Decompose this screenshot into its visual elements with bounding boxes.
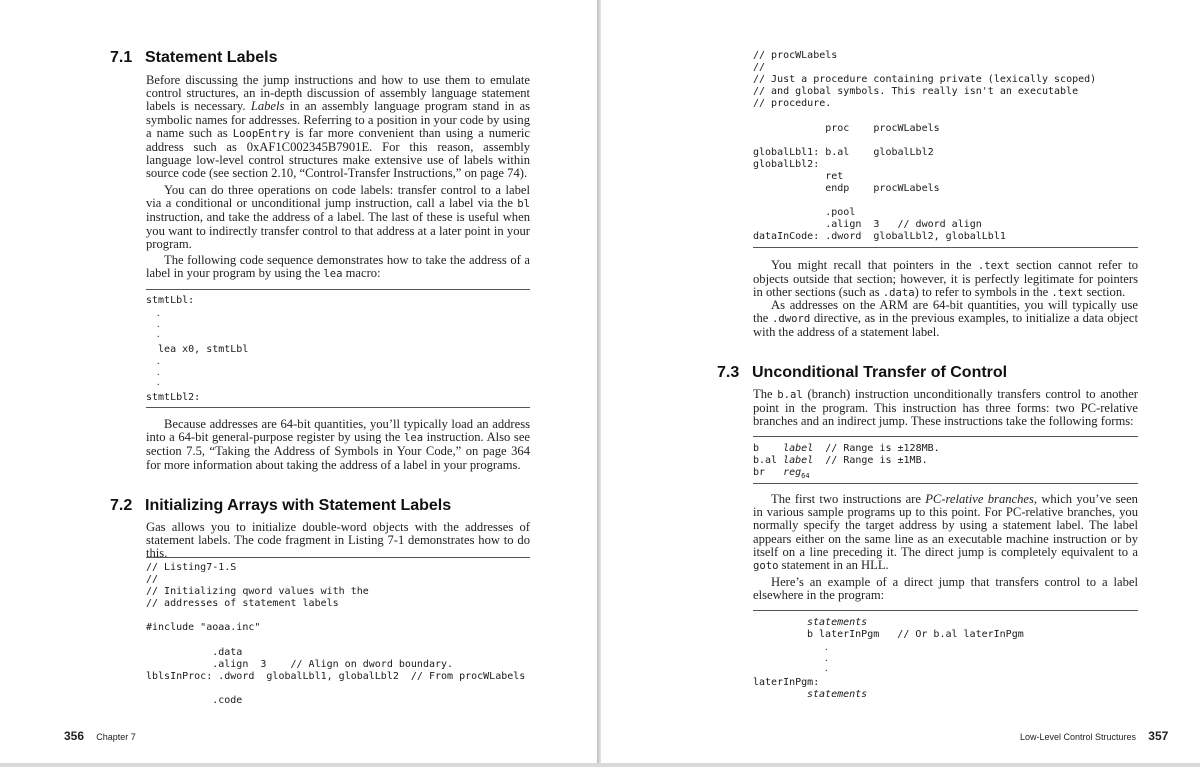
left-page <box>0 0 597 763</box>
forms-rule-bottom <box>753 483 1138 484</box>
text-run: instruction. Also see section 7.5, “Taking the Address of Symbols in Your Code,” on page 364 for more information about taking the address of a label in your programs. <box>146 430 531 472</box>
code-statements <box>807 617 867 629</box>
inline-code: lea <box>403 432 424 445</box>
placeholder-statements: statements <box>807 689 868 700</box>
operand-subscript: 64 <box>801 472 810 480</box>
code-statements <box>807 689 867 701</box>
page-number: 357 <box>1148 729 1169 743</box>
paragraph-b-al-intro <box>753 388 1138 429</box>
text-run: ) to refer to symbols in the <box>914 285 1052 300</box>
text-run: Because addresses are 64-bit quantities, you’ll typically load an address into a 64-bit general-purpose register by using the <box>146 417 530 445</box>
right-page <box>601 0 1200 763</box>
text-run: , which you’ve seen in various sample programs up to this point. For PC-relative branches, you normally specify the target address by using a statement label. The label appears either on the same line as an executable machine instruction or by itself on a line preceding it. The direct jump is completely equivalent to a <box>753 492 1138 559</box>
text-run: Before discussing the jump instructions and how to use them to emulate control structures, an in-depth discussion of assembly language statement labels is necessary. <box>146 73 530 114</box>
section-number: 7.3 <box>717 364 740 381</box>
paragraph-direct-jump-example <box>753 576 1138 602</box>
code-ellipsis: . . . <box>157 356 160 388</box>
procwlabels-code: // procWLabels // // Just a procedure containing private (lexically scoped) // and global symbols. This really isn't an executable // procedure. proc procWLabels globalLbl1: b.al globalLbl2 globalLbl2: ret endp procWLabels .pool .align 3 // dword align dataInCode: .dword globalLbl2, globalLbl1 <box>753 50 1097 243</box>
running-footer: Low-Level Control Structures <box>1020 732 1137 742</box>
section-title: Initializing Arrays with Statement Labels <box>145 497 452 514</box>
running-footer: Chapter 7 <box>96 732 136 742</box>
inline-code: .dword <box>771 313 811 326</box>
listing-rule-top <box>146 557 530 558</box>
section-number: 7.1 <box>110 49 133 66</box>
code-rule-top <box>146 289 530 290</box>
code-rule-bottom <box>146 407 530 408</box>
operand: reg <box>783 467 802 478</box>
operand: label <box>783 455 814 466</box>
code-ellipsis: . . . <box>825 642 828 674</box>
code-line-lea: lea x0, stmtLbl <box>146 344 249 355</box>
section-title: Unconditional Transfer of Control <box>752 364 1008 381</box>
instruction: b.al <box>753 455 784 466</box>
branch-form-b <box>753 443 940 455</box>
paragraph-pc-relative <box>753 493 1138 573</box>
section-7-2-heading <box>110 497 451 515</box>
text-run: You can do three operations on code labels: transfer control to a label via a conditional or unconditional jump instruction, call a label via the <box>146 183 530 211</box>
inline-code: LoopEntry <box>232 127 291 140</box>
text-run: The <box>753 387 778 401</box>
paragraph-lea-intro <box>146 254 530 281</box>
paragraph-label-operations <box>146 184 530 251</box>
section-7-1-heading <box>110 49 277 67</box>
text-run: section cannot refer to objects outside that section; however, it is perfectly legitimate for pointers in other sections (such as <box>753 258 1138 300</box>
text-run: Here’s an example of a direct jump that transfers control to a label elsewhere in the program: <box>753 575 1138 603</box>
text-run: is far more convenient than using a numeric address such as 0xAF1C002345B7901E. For this reason, assembly language low-level control structures make extensive use of labels within source code (see section 2.10, “Control-Transfer Instructions,” on page 74). <box>146 125 530 181</box>
paragraph-labels-intro <box>146 74 530 181</box>
operand: label <box>783 443 814 454</box>
text-run: in an assembly language program stand in as symbolic names for addresses. Referring to a position in your code by using a name such as <box>146 99 531 140</box>
forms-rule-top <box>753 436 1138 437</box>
example-rule-top <box>753 610 1138 611</box>
term-labels: Labels <box>250 99 285 114</box>
section-title: Statement Labels <box>145 49 278 66</box>
right-footer <box>1020 729 1168 744</box>
inline-code: .text <box>1051 287 1084 300</box>
text-run: The first two instructions are <box>771 492 926 506</box>
text-run: The following code sequence demonstrates how to take the address of a label in your program by using the <box>146 253 530 281</box>
paragraph-64bit-addresses <box>146 418 530 472</box>
inline-code: b.al <box>777 389 803 401</box>
inline-code: .data <box>882 287 915 300</box>
code-ellipsis: . . . <box>157 308 160 340</box>
text-run: (branch) instruction unconditionally transfers control to another point in the program. This instruction has three forms: two PC-relative branches and an indirect jump. These instructions take the following forms: <box>753 387 1138 429</box>
branch-form-br <box>753 467 810 482</box>
page-number: 356 <box>64 729 85 743</box>
paragraph-dword-directive <box>753 299 1138 340</box>
text-run: directive, as in the previous examples, to initialize a data object with the address of a statement label. <box>753 311 1138 340</box>
section-7-3-heading <box>717 364 1007 382</box>
inline-code: bl <box>517 198 530 211</box>
code-label-later: laterInPgm: <box>753 677 820 688</box>
inline-code: lea <box>323 268 343 281</box>
text-run: instruction, and take the address of a label. The last of these is useful when you want to indirectly transfer control to that address at a later point in your program. <box>146 210 530 251</box>
left-footer <box>64 729 136 744</box>
text-run: You might recall that pointers in the <box>771 258 978 272</box>
paragraph-initializing-arrays: Gas allows you to initialize double-word objects with the addresses of statement labels. The code fragment in Listing 7-1 demonstrates how to do this. <box>146 520 530 561</box>
comment: // Range is ±128MB. <box>813 443 940 454</box>
code-branch-later: b laterInPgm // Or b.al laterInPgm <box>807 629 1024 640</box>
code-line-stmtlbl2: stmtLbl2: <box>146 392 201 403</box>
inline-code: .text <box>977 260 1010 272</box>
term-pc-relative: PC-relative branches <box>925 492 1034 506</box>
paragraph-text-section-pointers <box>753 259 1138 301</box>
branch-form-b-al <box>753 455 928 467</box>
placeholder-statements: statements <box>807 617 868 628</box>
text-run: statement in an HLL. <box>778 558 889 573</box>
inline-code: goto <box>753 560 779 573</box>
instruction: br <box>753 467 784 478</box>
text-run: As addresses on the ARM are 64-bit quantities, you will typically use the <box>753 298 1138 326</box>
text-run: section. <box>1083 285 1126 300</box>
listing-7-1-code: // Listing7-1.S // // Initializing qword values with the // addresses of statement labels #include "aoaa.inc" .data .align 3 // Align on dword boundary. lblsInProc: .dword globalLbl1, globalLbl2 // From procWLabels .code <box>146 562 526 707</box>
section-number: 7.2 <box>110 497 133 514</box>
text-run: macro: <box>342 266 381 281</box>
comment: // Range is ±1MB. <box>813 455 928 466</box>
instruction: b <box>753 443 784 454</box>
code-rule-bottom <box>753 247 1138 248</box>
code-line-stmtlbl: stmtLbl: <box>146 295 195 306</box>
